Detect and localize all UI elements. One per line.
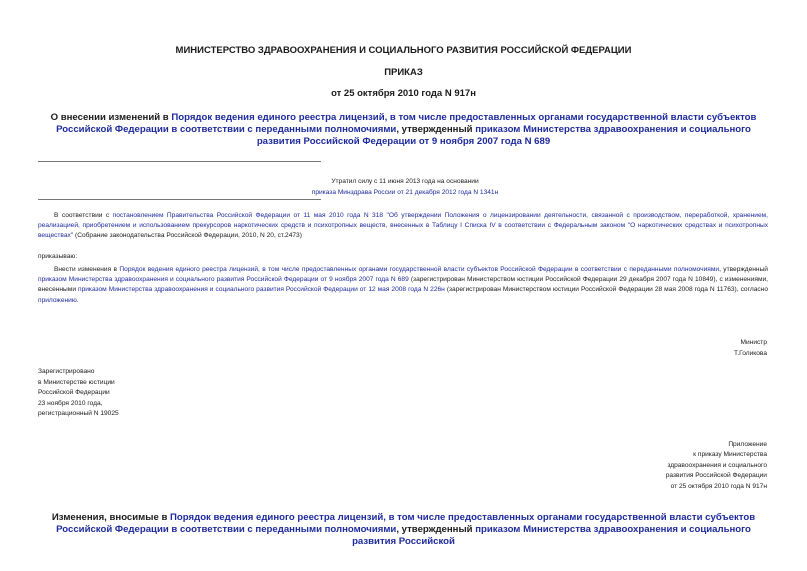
- ministry-heading: МИНИСТЕРСТВО ЗДРАВООХРАНЕНИЯ И СОЦИАЛЬНОГО РАЗВИТИЯ РОССИЙСКОЙ ФЕДЕРАЦИИ: [175, 45, 632, 56]
- body-paragraph: [38, 265, 768, 306]
- signer-position: Министр: [740, 339, 767, 346]
- preamble-prefix: В соответствии с: [54, 212, 113, 219]
- order-date-number: от 25 октября 2010 года N 917н: [331, 88, 476, 99]
- signer-name: Т.Голикова: [733, 350, 767, 357]
- preamble-paragraph: [38, 211, 768, 242]
- lapsed-text: Утратил силу с 11 июня 2013 года на основании: [331, 178, 479, 185]
- registration-line: Зарегистрировано: [38, 368, 95, 375]
- changes-title: [40, 512, 767, 548]
- registry-procedure-link[interactable]: Порядок ведения единого реестра лицензий, в том числе предоставленных органами государственной власти субъектов Российской Федерации в соответствии с переданными полномочиями: [56, 112, 757, 135]
- registration-line: в Министерстве юстиции: [38, 378, 115, 386]
- body-order-689-link[interactable]: приказом Министерства здравоохранения и социального развития Российской Федерации от 9 ноября 2007 года N 689: [38, 276, 409, 284]
- appendix-line: здравоохранения и социального: [667, 461, 767, 469]
- appendix-line: к приказу Министерства: [693, 451, 767, 459]
- appendix-line: от 25 октября 2010 года N 917н: [670, 482, 767, 490]
- preamble-suffix: (Собрание законодательства Российской Федерации, 2010, N 20, ст.2473): [73, 232, 302, 240]
- registration-block: [38, 367, 119, 420]
- order-word: приказываю:: [38, 253, 78, 260]
- appendix-link[interactable]: приложению: [38, 296, 77, 304]
- order-title-middle: , утвержденный: [396, 124, 476, 135]
- appendix-line: Приложение: [728, 441, 767, 448]
- appendix-line: развития Российской Федерации: [665, 472, 767, 480]
- changes-title-prefix: Изменения, вносимые в: [51, 512, 171, 523]
- changes-title-middle: , утвержденный: [396, 524, 476, 535]
- appendix-header-block: [666, 440, 767, 492]
- resolution-318-link[interactable]: постановлением Правительства Российской Федерации от 11 мая 2010 года N 318 "Об утверждении Положения о лицензировании деятельности, связанной с производством, переработкой, хранением, реализацией, приобретением и использованием прекурсоров наркотических средств и психотропных веществ, внесенных в Таблицу I Списка IV в соответствии с Федеральным законом "О наркотических средствах и психотропных веществах": [38, 212, 769, 240]
- signature-block: [734, 337, 767, 359]
- body-text-4: (зарегистрирован Министерством юстиции Российской Федерации 28 мая 2008 года N 11763), согласно: [444, 286, 768, 294]
- registration-line: Российской Федерации: [38, 389, 110, 397]
- order-title: [40, 112, 767, 148]
- body-text-3: (зарегистрирован Министерством юстиции Российской Федерации 29 декабря 2007 года N 10849), с изменениями, внесенными: [38, 276, 768, 294]
- order-title-prefix: О внесении изменений в: [50, 112, 172, 123]
- body-text-5: .: [76, 296, 79, 304]
- body-text-2: , утвержденный: [719, 266, 768, 273]
- registration-line: 23 ноября 2010 года,: [38, 399, 103, 407]
- doc-type-heading: ПРИКАЗ: [384, 67, 423, 78]
- body-text-1: Внести изменения в: [54, 266, 120, 273]
- body-procedure-link[interactable]: Порядок ведения единого реестра лицензий, в том числе предоставленных органами государственной власти субъектов Российской Федерации в соответствии с переданными полномочиями: [119, 266, 720, 273]
- order-1341n-link[interactable]: приказа Минздрава России от 21 декабря 2012 года N 1341н: [311, 189, 499, 196]
- changes-procedure-link[interactable]: Порядок ведения единого реестра лицензий, в том числе предоставленных органами государственной власти субъектов Российской Федерации в соответствии с переданными полномочиями: [56, 512, 756, 535]
- lapsed-notice: [250, 176, 560, 198]
- changes-order-link[interactable]: приказом Министерства здравоохранения и социального развития Российской: [352, 524, 751, 547]
- order-689-link[interactable]: приказом Министерства здравоохранения и социального развития Российской Федерации от 9 ноября 2007 года N 689: [256, 124, 751, 147]
- divider-top: [38, 161, 321, 162]
- body-order-226n-link[interactable]: приказом Министерства здравоохранения и социального развития Российской Федерации от 12 мая 2008 года N 226н: [78, 286, 445, 294]
- registration-line: регистрационный N 19025: [38, 410, 119, 418]
- divider-bottom: [38, 199, 321, 200]
